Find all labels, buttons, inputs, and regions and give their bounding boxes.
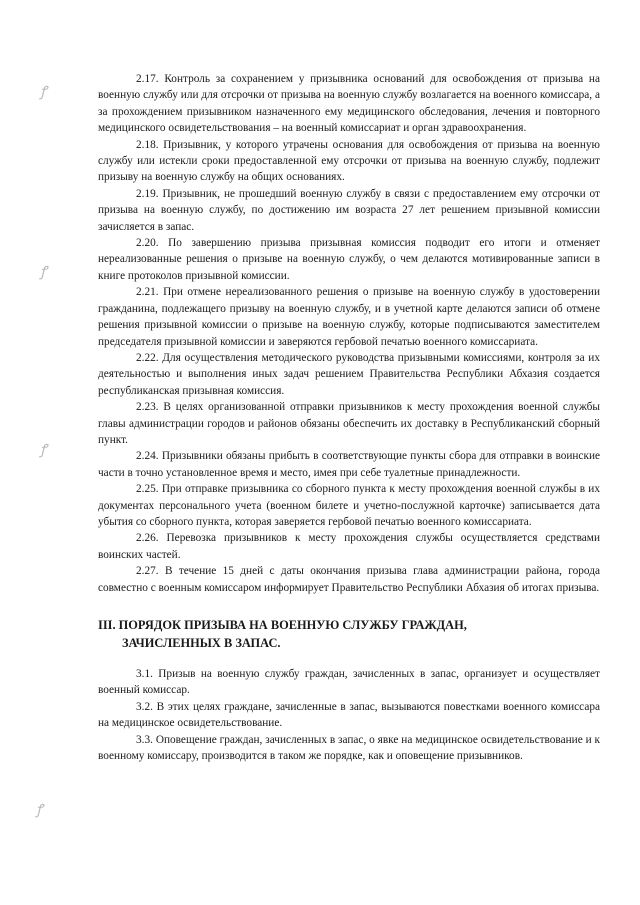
paragraph-2-22: 2.22. Для осуществления методического руководства призывными комиссиями, контроля за их деятельностью и выполнения иных задач решением Правительства Республики Абхазия создается республиканская призывная комиссия. bbox=[98, 351, 600, 397]
document-body bbox=[98, 71, 600, 764]
paragraph-3-2: 3.2. В этих целях граждане, зачисленные в запас, вызываются повестками военного комиссара на медицинское освидетельствование. bbox=[98, 700, 600, 730]
margin-mark: ꝭ bbox=[40, 84, 47, 100]
paragraph-2-21: 2.21. При отмене нереализованного решения о призыве на военную службу в удостоверении гражданина, подлежащего призыву на военную службу, и в учетной карте делаются записи об отмене решения призывной комиссии о призыве на военную службу, которые подписываются заместителем председателя призывной комиссии и заверяются гербовой печатью военного комиссариата. bbox=[98, 286, 600, 348]
margin-mark: ꝭ bbox=[36, 802, 43, 818]
paragraph-2-24: 2.24. Призывники обязаны прибыть в соответствующие пункты сбора для отправки в воинские части в точно установленное время и место, имея при себе туалетные принадлежности. bbox=[98, 450, 600, 479]
margin-mark: ꝭ bbox=[40, 264, 47, 280]
paragraph-3-3: 3.3. Оповещение граждан, зачисленных в запас, о явке на медицинское освидетельствование и к военному комиссару, производится в таком же порядке, как и оповещение призывников. bbox=[98, 733, 600, 763]
section-heading-line1: III. ПОРЯДОК ПРИЗЫВА НА ВОЕННУЮ СЛУЖБУ ГРАЖДАН, bbox=[98, 618, 467, 632]
paragraph-2-27: 2.27. В течение 15 дней с даты окончания призыва глава администрации района, города совместно с военным комиссаром информирует Правительство Республики Абхазия об итогах призыва. bbox=[98, 565, 600, 594]
section-heading bbox=[98, 616, 600, 652]
paragraph-3-1: 3.1. Призыв на военную службу граждан, зачисленных в запас, организует и осуществляет военный комиссар. bbox=[98, 668, 600, 697]
margin-mark: ꝭ bbox=[40, 442, 47, 458]
paragraph-2-25: 2.25. При отправке призывника со сборного пункта к месту прохождения военной службы в их документах персонального учета (военном билете и учетно-послужной карточке) записывается дата убытия со сборного пункта, которая заверяется гербовой печатью военного комиссариата. bbox=[98, 483, 600, 528]
paragraph-2-23: 2.23. В целях организованной отправки призывников к месту прохождения военной службы главы администрации городов и районов обязаны обеспечить их доставку в Республиканский сборный пункт. bbox=[98, 401, 600, 446]
paragraph-2-20: 2.20. По завершению призыва призывная комиссия подводит его итоги и отменяет нереализованные решения о призыве на военную службу, о чем делаются мотивированные записи в книге протоколов призывной комиссии. bbox=[98, 237, 600, 282]
paragraph-2-17: 2.17. Контроль за сохранением у призывника оснований для освобождения от призыва на военную службу или для отсрочки от призыва на военную службу возлагается на военного комиссара, а за прохождением призывником назначенного ему медицинского обследования, лечения и повторного медицинского освидетельствования – на военный комиссариат и орган здравоохранения. bbox=[98, 73, 600, 135]
section-heading-line2: ЗАЧИСЛЕННЫХ В ЗАПАС. bbox=[122, 636, 281, 650]
paragraph-2-26: 2.26. Перевозка призывников к месту прохождения службы осуществляется средствами воинских частей. bbox=[98, 532, 600, 561]
paragraph-2-18: 2.18. Призывник, у которого утрачены основания для освобождения от призыва на военную службу или истекли сроки предоставленной ему отсрочки от призыва на военную службу, подлежит призыву на военную службу на общих основаниях. bbox=[98, 138, 600, 184]
paragraph-2-19: 2.19. Призывник, не прошедший военную службу в связи с предоставлением ему отсрочки от призыва на военную службу, по достижению им возраста 27 лет решением призывной комиссии зачисляется в запас. bbox=[98, 187, 600, 233]
